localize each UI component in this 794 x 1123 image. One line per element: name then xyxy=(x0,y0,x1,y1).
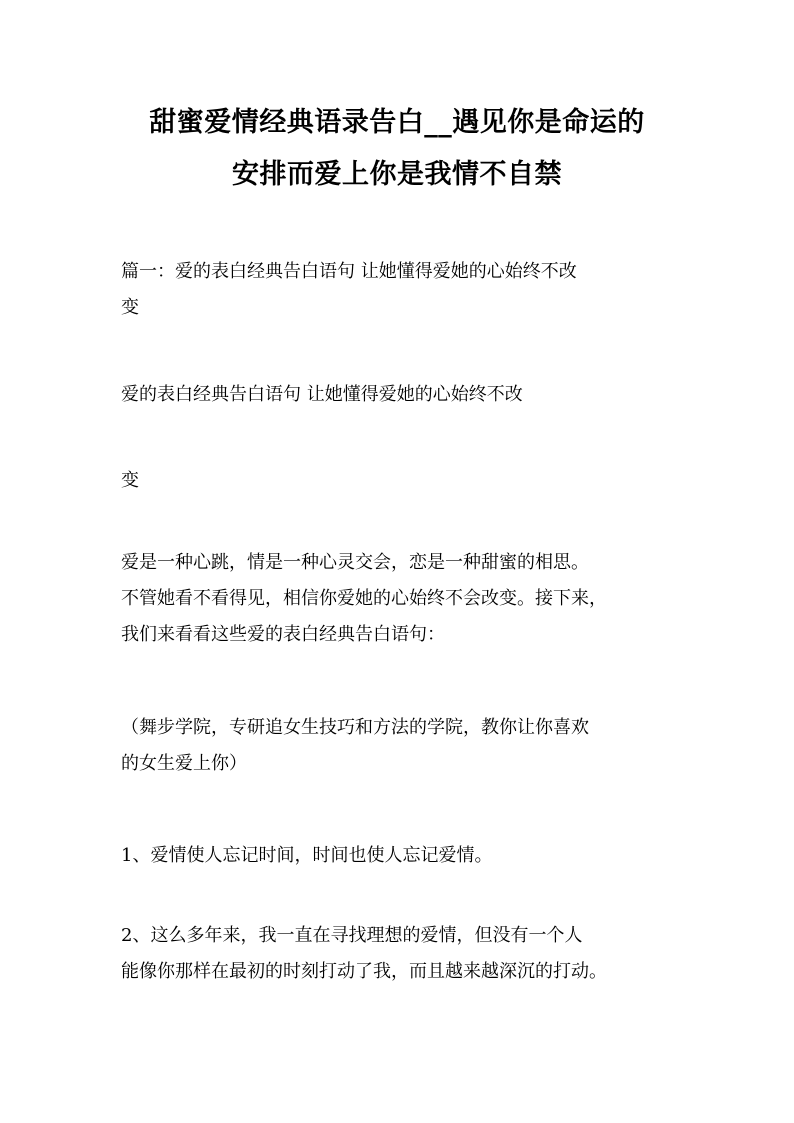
paragraph-line: 的女生爱上你） xyxy=(121,753,247,774)
paragraph-line: 我们来看看这些爱的表白经典告白语句： xyxy=(121,624,445,645)
paragraph-subheading-continuation xyxy=(121,463,691,499)
paragraph-line: 2、这么多年来，我一直在寻找理想的爱情，但没有一个人 xyxy=(121,925,583,946)
paragraph-line: 篇一：爱的表白经典告白语句 让她懂得爱她的心始终不改 xyxy=(121,261,577,282)
paragraph-chapter-heading xyxy=(121,254,691,326)
document-title xyxy=(60,97,734,201)
paragraph-line: 不管她看不看得见，相信你爱她的心始终不会改变。接下来， xyxy=(121,588,607,609)
paragraph-line: 能像你那样在最初的时刻打动了我，而且越来越深沉的打动。 xyxy=(121,961,607,982)
paragraph-subheading xyxy=(121,377,691,413)
paragraph-line: 变 xyxy=(121,297,139,318)
paragraph-line: 变 xyxy=(121,470,139,491)
paragraph-note xyxy=(121,710,691,782)
paragraph-item-1 xyxy=(121,838,691,874)
paragraph-intro xyxy=(121,545,691,653)
paragraph-item-2 xyxy=(121,918,691,990)
title-line-1: 甜蜜爱情经典语录告白__遇见你是命运的 xyxy=(149,107,645,138)
paragraph-line: 1、爱情使人忘记时间，时间也使人忘记爱情。 xyxy=(121,845,493,866)
paragraph-line: 爱的表白经典告白语句 让她懂得爱她的心始终不改 xyxy=(121,384,523,405)
paragraph-line: 爱是一种心跳，情是一种心灵交会，恋是一种甜蜜的相思。 xyxy=(121,552,589,573)
title-line-2: 安排而爱上你是我情不自禁 xyxy=(232,159,562,190)
paragraph-line: （舞步学院，专研追女生技巧和方法的学院，教你让你喜欢 xyxy=(121,717,589,738)
